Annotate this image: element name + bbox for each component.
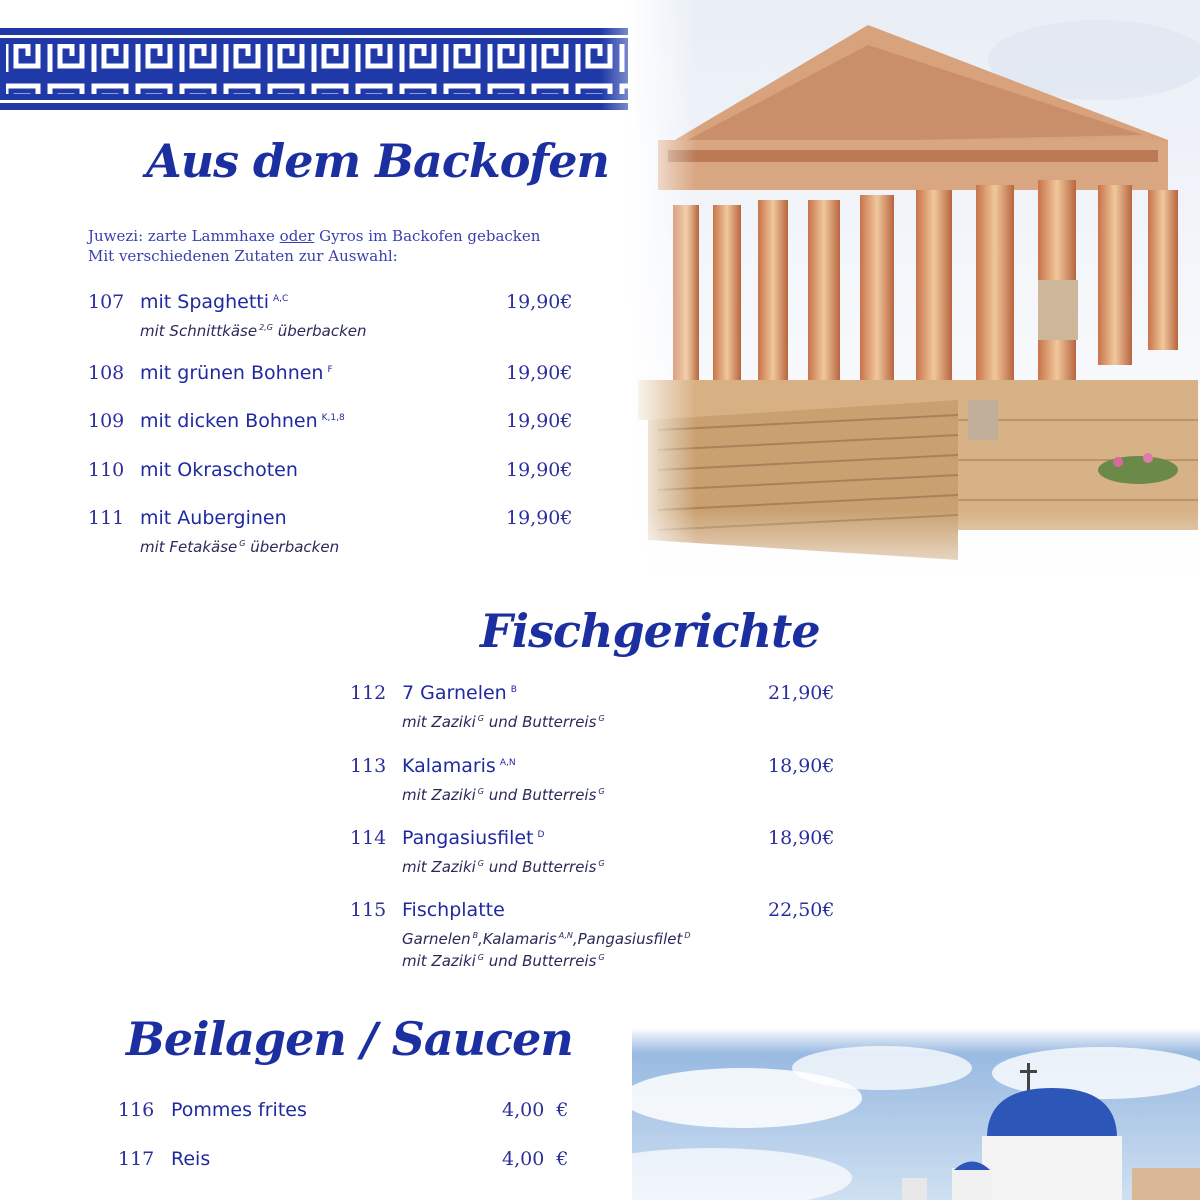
item-description: mit Zaziki $^G$ und Butterreis $^G$ [402, 713, 605, 731]
item-price: 19,90€ [506, 362, 573, 384]
item-price: 19,90€ [506, 507, 573, 529]
item-name: mit Okraschoten [140, 459, 298, 481]
item-name: 7 Garnelen $^B$ [402, 682, 517, 704]
item-description: mit Schnittkäse $^{2,G}$ überbacken [140, 322, 367, 340]
beilagen-title: Beilagen / Saucen [126, 1012, 573, 1066]
item-price: 21,90€ [768, 682, 835, 704]
item-price: 18,90€ [768, 755, 835, 777]
intro-line-1: Juwezi: zarte Lammhaxe oder Gyros im Backofen gebacken [88, 227, 541, 245]
item-price: 22,50€ [768, 899, 835, 921]
item-description: mit Zaziki $^G$ und Butterreis $^G$ [402, 858, 605, 876]
item-price: 19,90€ [506, 459, 573, 481]
item-description: mit Zaziki $^G$ und Butterreis $^G$ [402, 786, 605, 804]
santorini-church-illustration [632, 1028, 1200, 1200]
item-description: mit Fetakäse $^G$ überbacken [140, 538, 340, 556]
fisch-title: Fischgerichte [480, 604, 820, 658]
item-price: 19,90€ [506, 410, 573, 432]
item-price: 4,00 € [502, 1099, 569, 1121]
item-price: 19,90€ [506, 291, 573, 313]
backofen-title: Aus dem Backofen [146, 134, 609, 188]
item-price: 18,90€ [768, 827, 835, 849]
item-name: mit grünen Bohnen $^F$ [140, 362, 333, 384]
item-name: Pommes frites [171, 1099, 307, 1121]
item-name: Fischplatte [402, 899, 505, 921]
item-name: mit dicken Bohnen $^{K,1,8}$ [140, 410, 345, 432]
parthenon-illustration [628, 0, 1200, 600]
item-name: Reis [171, 1148, 211, 1170]
intro-line-2: Mit verschiedenen Zutaten zur Auswahl: [88, 247, 398, 265]
greek-key-border [0, 28, 668, 110]
item-price: 4,00 € [502, 1148, 569, 1170]
item-name: Pangasiusfilet $^D$ [402, 827, 545, 849]
item-name: mit Spaghetti $^{A,C}$ [140, 291, 289, 313]
item-name: Kalamaris $^{A,N}$ [402, 755, 516, 777]
backofen-intro [88, 226, 540, 266]
item-name: mit Auberginen [140, 507, 287, 529]
item-description-line-1: Garnelen $^B$,Kalamaris $^{A,N}$,Pangasiusfilet $^D$ [402, 930, 691, 948]
item-description-line-2: mit Zaziki $^G$ und Butterreis $^G$ [402, 952, 605, 970]
